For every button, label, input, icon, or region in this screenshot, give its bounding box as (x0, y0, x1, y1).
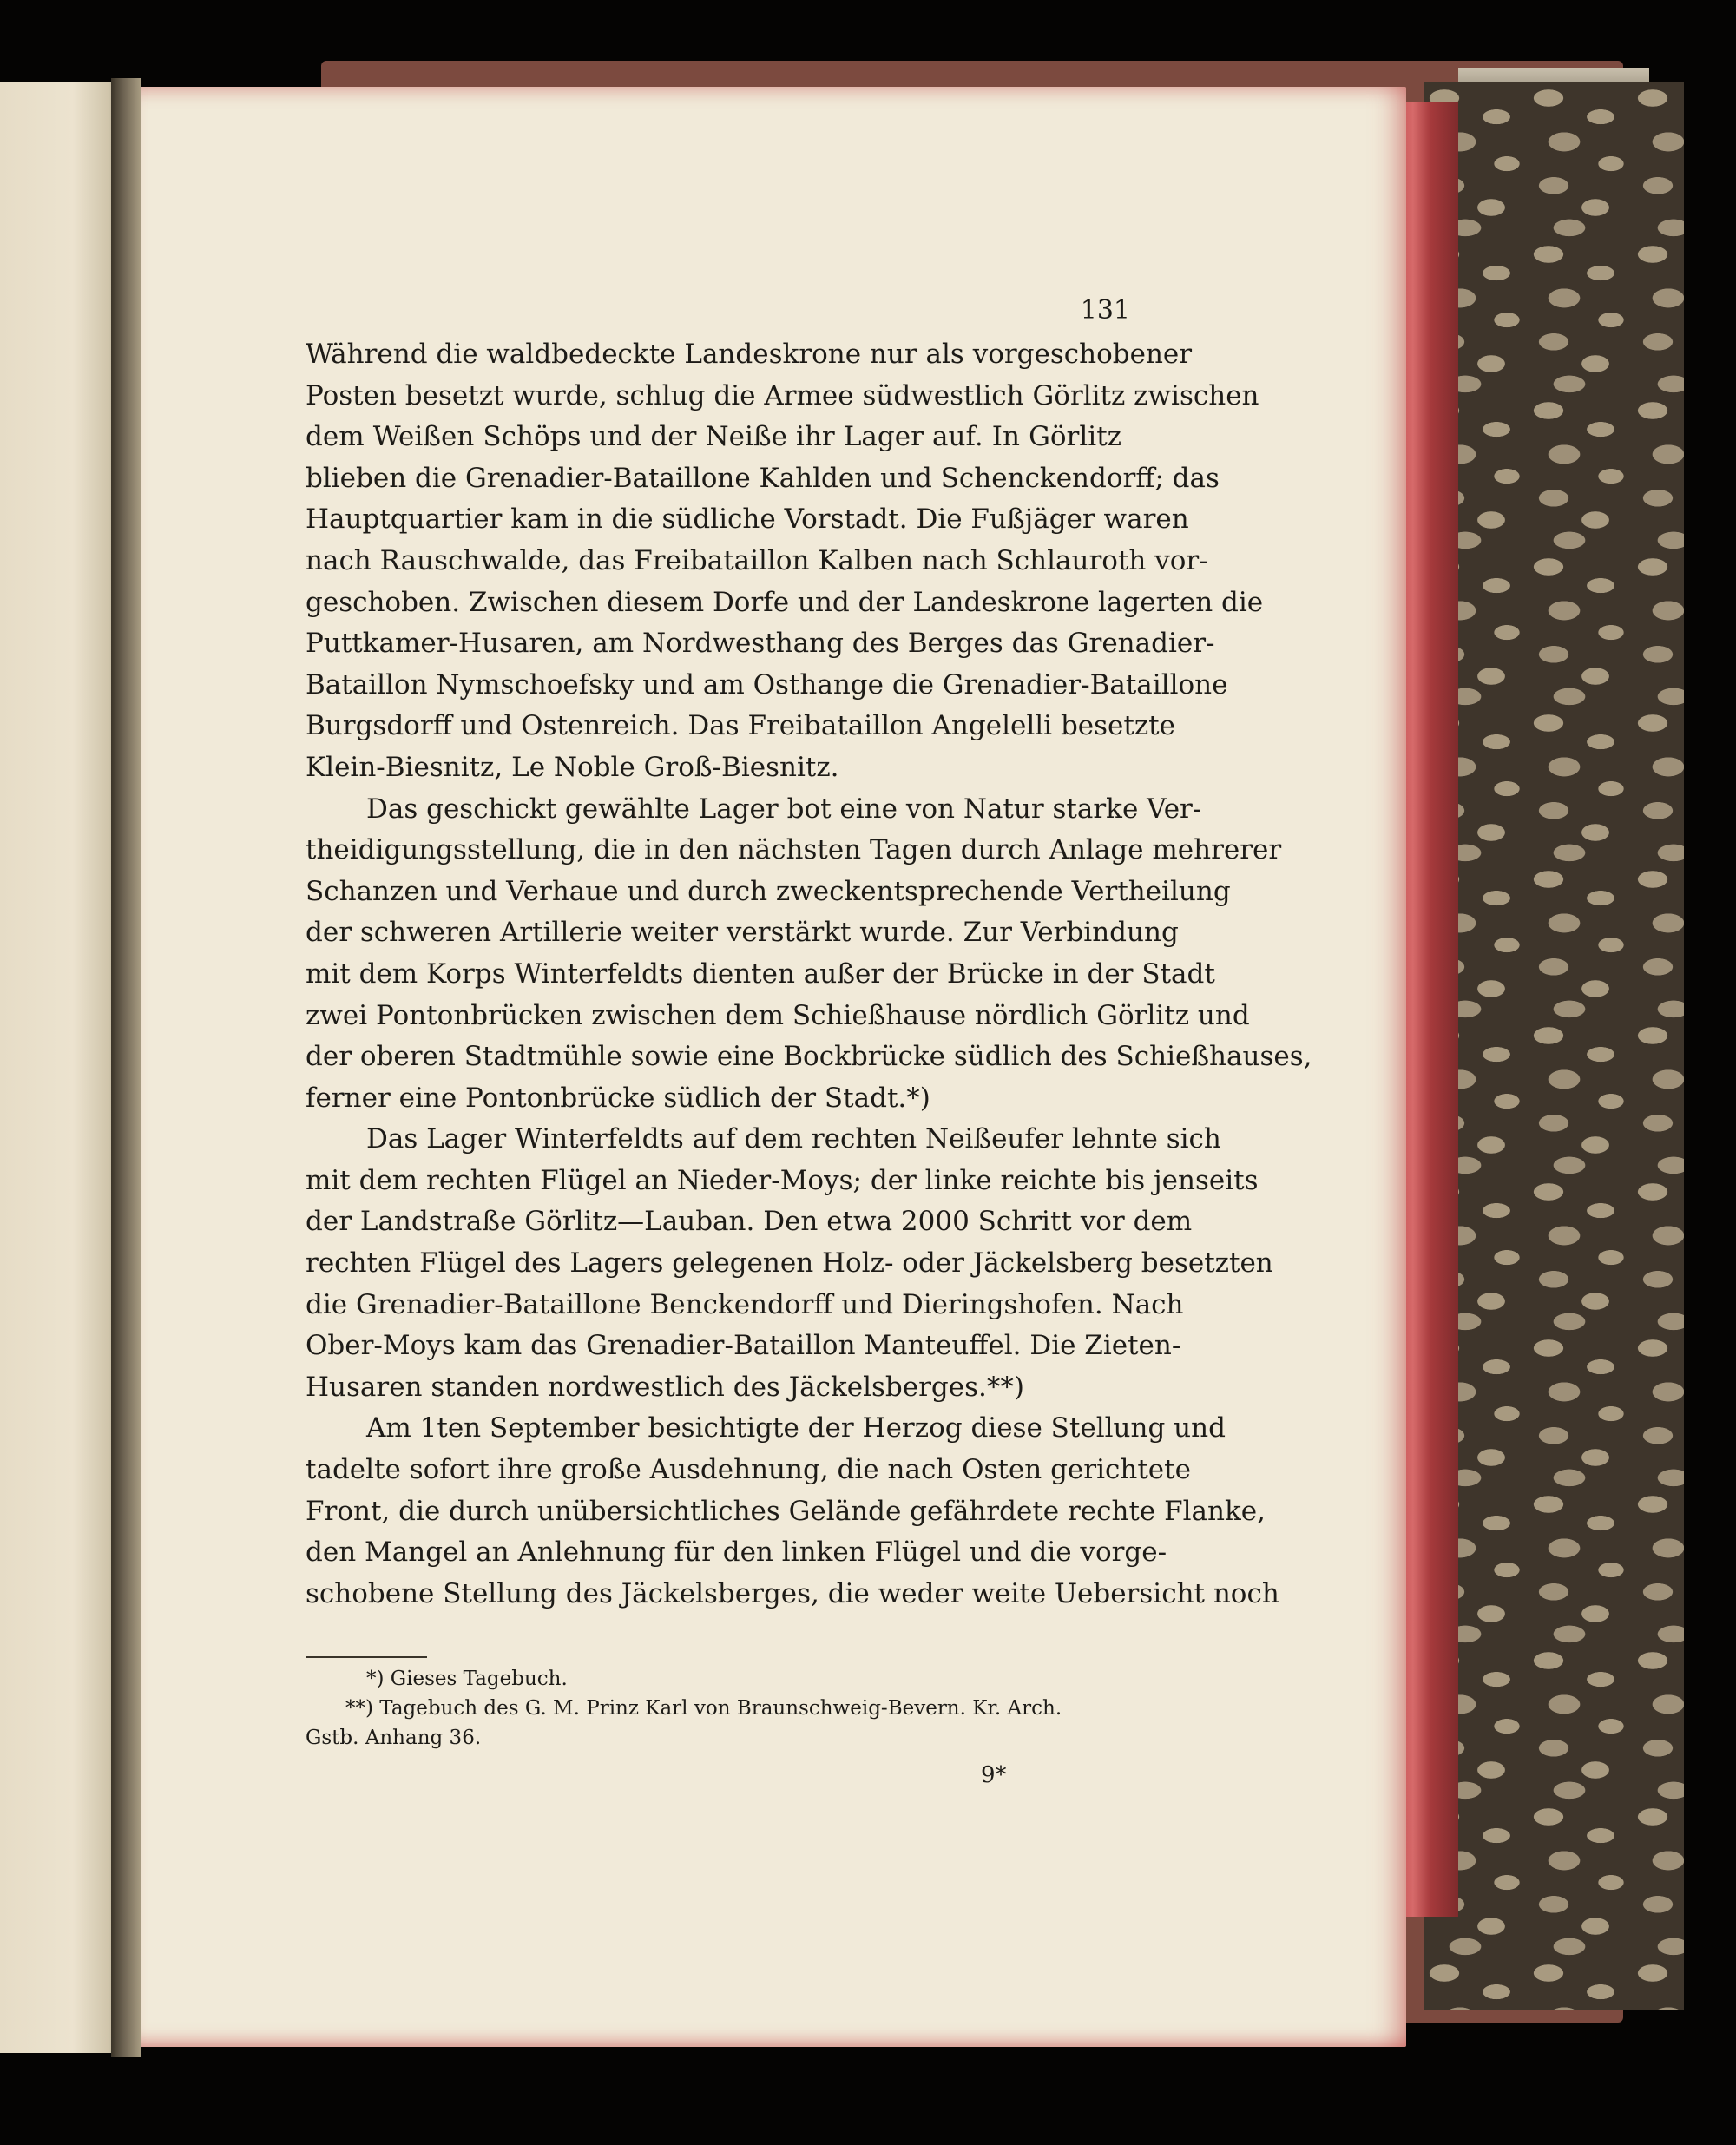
text-line: blieben die Grenadier-Bataillone Kahlden und Schenckendorff; das (306, 462, 1220, 494)
text-line: Front, die durch unübersichtliches Gelände gefährdete rechte Flanke, (306, 1495, 1266, 1527)
text-line: die Grenadier-Bataillone Benckendorff und Dieringshofen. Nach (306, 1288, 1184, 1320)
text-line: der Landstraße Görlitz—Lauban. Den etwa 2000 Schritt vor dem (306, 1206, 1193, 1238)
text-line: dem Weißen Schöps und der Neiße ihr Lager auf. In Görlitz (306, 421, 1121, 453)
text-line: nach Rauschwalde, das Freibataillon Kalben nach Schlauroth vor- (306, 544, 1208, 576)
text-line: ferner eine Pontonbrücke südlich der Stadt.*) (306, 1082, 930, 1114)
text-line: mit dem Korps Winterfeldts dienten außer der Brücke in der Stadt (306, 957, 1215, 990)
text-line: rechten Flügel des Lagers gelegenen Holz- oder Jäckelsberg besetzten (306, 1247, 1273, 1280)
marbled-board (1424, 82, 1684, 2010)
text-line: Burgsdorff und Ostenreich. Das Freibataillon Angelelli besetzte (306, 710, 1175, 742)
text-line: Während die waldbedeckte Landeskrone nur als vorgeschobener (306, 339, 1193, 370)
text-line: Das geschickt gewählte Lager bot eine von Natur starke Ver- (366, 793, 1202, 825)
text-line: zwei Pontonbrücken zwischen dem Schießhause nördlich Görlitz und (306, 999, 1250, 1031)
spine-gutter (111, 78, 141, 2057)
page-number: 131 (1080, 295, 1130, 326)
footnote: **) Tagebuch des G. M. Prinz Karl von Braunschweig-Bevern. Kr. Arch. (345, 1697, 1062, 1720)
text-line: Hauptquartier kam in die südliche Vorstadt. Die Fußjäger waren (306, 503, 1189, 536)
text-line: Ober-Moys kam das Grenadier-Bataillon Manteuffel. Die Zieten- (306, 1330, 1181, 1362)
footnotes (306, 1664, 1121, 1753)
text-line: Puttkamer-Husaren, am Nordwesthang des Berges das Grenadier- (306, 628, 1215, 660)
text-line: den Mangel an Anlehnung für den linken Flügel und die vorge- (306, 1536, 1167, 1569)
body-text (306, 334, 1312, 1615)
text-line: geschoben. Zwischen diesem Dorfe und der Landeskrone lagerten die (306, 586, 1264, 618)
text-line: Husaren standen nordwestlich des Jäckelsberges.**) (306, 1371, 1024, 1403)
text-line: Bataillon Nymschoefsky und am Osthange die Grenadier-Bataillone (306, 668, 1228, 701)
signature-mark: 9* (981, 1762, 1007, 1788)
text-line: Schanzen und Verhaue und durch zweckentsprechende Vertheilung (306, 875, 1231, 907)
text-line: schobene Stellung des Jäckelsberges, die weder weite Uebersicht noch (306, 1577, 1279, 1609)
text-line: der oberen Stadtmühle sowie eine Bockbrücke südlich des Schießhauses, (306, 1041, 1312, 1073)
text-line: der schweren Artillerie weiter verstärkt wurde. Zur Verbindung (306, 917, 1179, 949)
text-line: Klein-Biesnitz, Le Noble Groß-Biesnitz. (306, 751, 839, 783)
footnote: *) Gieses Tagebuch. (366, 1668, 568, 1690)
footnote-rule (306, 1656, 427, 1658)
left-page (0, 82, 122, 2053)
text-line: mit dem rechten Flügel an Nieder-Moys; der linke reichte bis jenseits (306, 1164, 1259, 1196)
footnote: Gstb. Anhang 36. (306, 1727, 482, 1749)
text-line: Das Lager Winterfeldts auf dem rechten Neißeufer lehnte sich (366, 1123, 1221, 1155)
text-line: Posten besetzt wurde, schlug die Armee südwestlich Görlitz zwischen (306, 379, 1259, 411)
text-line: tadelte sofort ihre große Ausdehnung, die nach Osten gerichtete (306, 1454, 1191, 1486)
text-line: Am 1ten September besichtigte der Herzog diese Stellung und (366, 1412, 1226, 1444)
text-line: theidigungsstellung, die in den nächsten Tagen durch Anlage mehrerer (306, 834, 1282, 866)
